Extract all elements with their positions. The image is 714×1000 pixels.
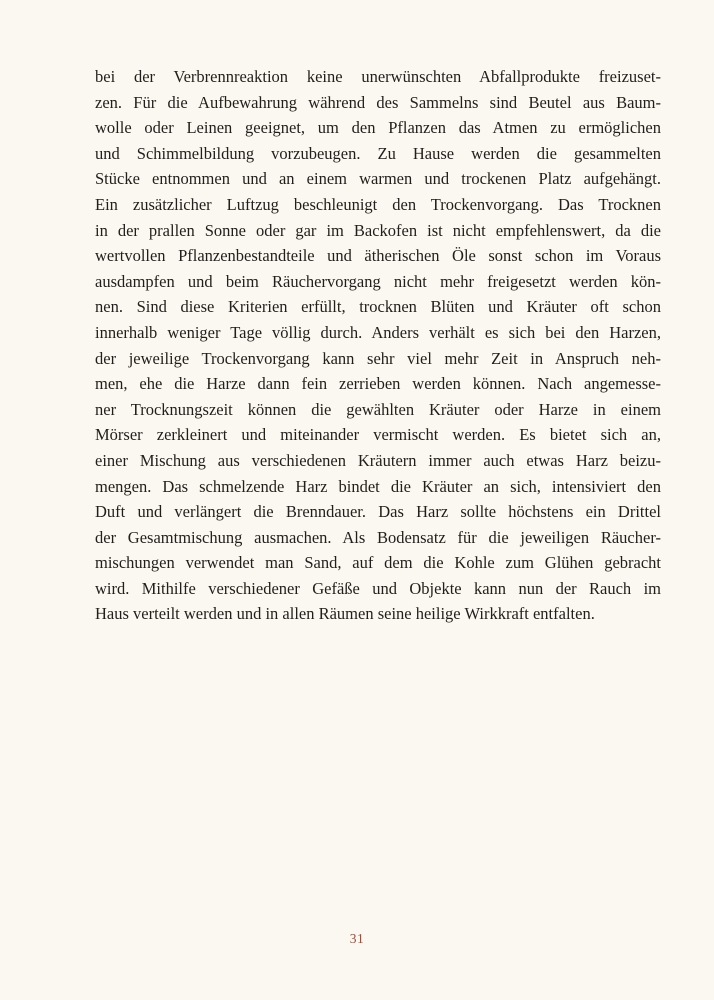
text-line: wolle oder Leinen geeignet, um den Pflanzen das Atmen zu ermöglichen bbox=[95, 118, 661, 138]
text-line: Stücke entnommen und an einem warmen und trockenen Platz aufgehängt. bbox=[95, 169, 661, 189]
text-line: Mörser zerkleinert und miteinander vermischt werden. Es bietet sich an, bbox=[95, 425, 661, 445]
text-line: wird. Mithilfe verschiedener Gefäße und Objekte kann nun der Rauch im bbox=[95, 578, 661, 598]
text-line: mengen. Das schmelzende Harz bindet die Kräuter an sich, intensiviert den bbox=[95, 476, 661, 496]
text-line: Ein zusätzlicher Luftzug beschleunigt den Trockenvorgang. Das Trocknen bbox=[95, 194, 661, 214]
text-line: einer Mischung aus verschiedenen Kräutern immer auch etwas Harz beizu- bbox=[95, 450, 661, 470]
text-line: innerhalb weniger Tage völlig durch. Anders verhält es sich bei den Harzen, bbox=[95, 322, 661, 342]
body-text bbox=[95, 64, 661, 627]
text-line: Haus verteilt werden und in allen Räumen seine heilige Wirkkraft entfalten. bbox=[95, 604, 595, 624]
text-line: der jeweilige Trockenvorgang kann sehr viel mehr Zeit in Anspruch neh- bbox=[95, 348, 661, 368]
text-line: nen. Sind diese Kriterien erfüllt, trocknen Blüten und Kräuter oft schon bbox=[95, 297, 661, 317]
text-line: der Gesamtmischung ausmachen. Als Bodensatz für die jeweiligen Räucher- bbox=[95, 527, 661, 547]
text-line: wertvollen Pflanzenbestandteile und ätherischen Öle sonst schon im Voraus bbox=[95, 246, 661, 266]
text-line: Duft und verlängert die Brenndauer. Das Harz sollte höchstens ein Drittel bbox=[95, 502, 661, 522]
text-line: ausdampfen und beim Räuchervorgang nicht mehr freigesetzt werden kön- bbox=[95, 271, 661, 291]
text-line: in der prallen Sonne oder gar im Backofen ist nicht empfehlenswert, da die bbox=[95, 220, 661, 240]
text-line: bei der Verbrennreaktion keine unerwünschten Abfallprodukte freizuset- bbox=[95, 67, 661, 86]
text-line: und Schimmelbildung vorzubeugen. Zu Hause werden die gesammelten bbox=[95, 143, 661, 163]
text-line: ner Trocknungszeit können die gewählten Kräuter oder Harze in einem bbox=[95, 399, 661, 419]
page-number: 31 bbox=[349, 931, 365, 946]
text-line: mischungen verwendet man Sand, auf dem die Kohle zum Glühen gebracht bbox=[95, 553, 661, 573]
text-line: men, ehe die Harze dann fein zerrieben werden können. Nach angemesse- bbox=[95, 374, 661, 394]
text-line: zen. Für die Aufbewahrung während des Sammelns sind Beutel aus Baum- bbox=[95, 92, 661, 112]
